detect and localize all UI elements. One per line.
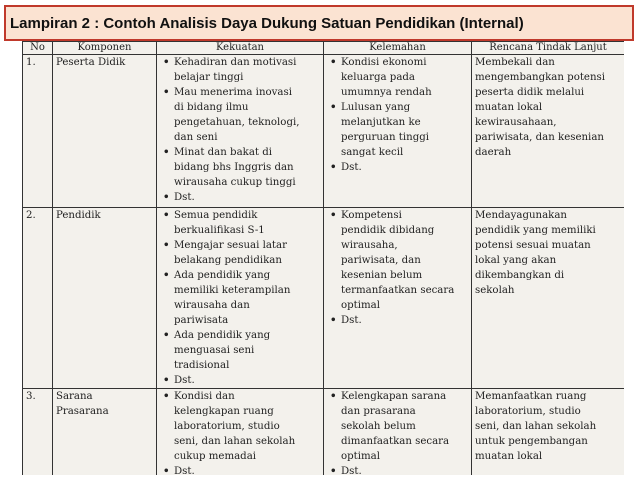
kekuatan-cell [157, 55, 324, 208]
header-no: No [23, 42, 53, 55]
list-item: • Kompetensi pendidik dibidang wirausaha, pariwisata, dan kesenian belum termanfaatkan secara optimal [327, 208, 468, 313]
header-kelemahan: Kelemahan [324, 42, 472, 55]
row-number: 1. [23, 55, 53, 208]
list-item: • Dst. [327, 313, 468, 328]
rencana-cell: Membekali dan mengembangkan potensi peserta didik melalui muatan lokal kewirausahaan, pariwisata, dan kesenian daerah [472, 55, 625, 208]
kelemahan-cell [324, 389, 472, 476]
row-number: 2. [23, 208, 53, 389]
rencana-cell: Memanfaatkan ruang laboratorium, studio seni, dan lahan sekolah untuk pengembangan muatan lokal [472, 389, 625, 476]
kekuatan-cell [157, 208, 324, 389]
list-item: • Dst. [160, 464, 320, 475]
list-item: • Mau menerima inovasi di bidang ilmu pengetahuan, teknologi, dan seni [160, 85, 320, 145]
list-item: • Kondisi dan kelengkapan ruang laboratorium, studio seni, dan lahan sekolah cukup memadai [160, 389, 320, 464]
list-item: • Mengajar sesuai latar belakang pendidikan [160, 238, 320, 268]
kekuatan-cell [157, 389, 324, 476]
komponen-cell: Peserta Didik [53, 55, 157, 208]
list-item: • Kehadiran dan motivasi belajar tinggi [160, 55, 320, 85]
row-number: 3. [23, 389, 53, 476]
kelemahan-cell [324, 55, 472, 208]
list-item: • Kelengkapan sarana dan prasarana sekolah belum dimanfaatkan secara optimal [327, 389, 468, 464]
list-item: • Dst. [327, 160, 468, 175]
komponen-cell: Pendidik [53, 208, 157, 389]
analysis-table [22, 41, 624, 475]
list-item: • Semua pendidik berkualifikasi S-1 [160, 208, 320, 238]
rencana-cell: Mendayagunakan pendidik yang memiliki potensi sesuai muatan lokal yang akan dikembangkan di sekolah [472, 208, 625, 389]
slide-title: Lampiran 2 : Contoh Analisis Daya Dukung Satuan Pendidikan (Internal) [10, 14, 524, 32]
table-header-row [23, 42, 625, 55]
scanned-table-image [22, 41, 624, 475]
kelemahan-cell [324, 208, 472, 389]
table-row [23, 55, 625, 208]
slide-title-box [4, 5, 634, 41]
list-item: • Ada pendidik yang memiliki keterampilan wirausaha dan pariwisata [160, 268, 320, 328]
header-komponen: Komponen [53, 42, 157, 55]
header-rencana: Rencana Tindak Lanjut [472, 42, 625, 55]
list-item: • Kondisi ekonomi keluarga pada umumnya rendah [327, 55, 468, 100]
list-item: • Minat dan bakat di bidang bhs Inggris dan wirausaha cukup tinggi [160, 145, 320, 190]
komponen-cell: Sarana Prasarana [53, 389, 157, 476]
list-item: • Dst. [327, 464, 468, 475]
table-row [23, 389, 625, 476]
table-row [23, 208, 625, 389]
list-item: • Dst. [160, 190, 320, 205]
list-item: • Ada pendidik yang menguasai seni tradisional [160, 328, 320, 373]
list-item: • Dst. [160, 373, 320, 388]
list-item: • Lulusan yang melanjutkan ke perguruan tinggi sangat kecil [327, 100, 468, 160]
header-kekuatan: Kekuatan [157, 42, 324, 55]
